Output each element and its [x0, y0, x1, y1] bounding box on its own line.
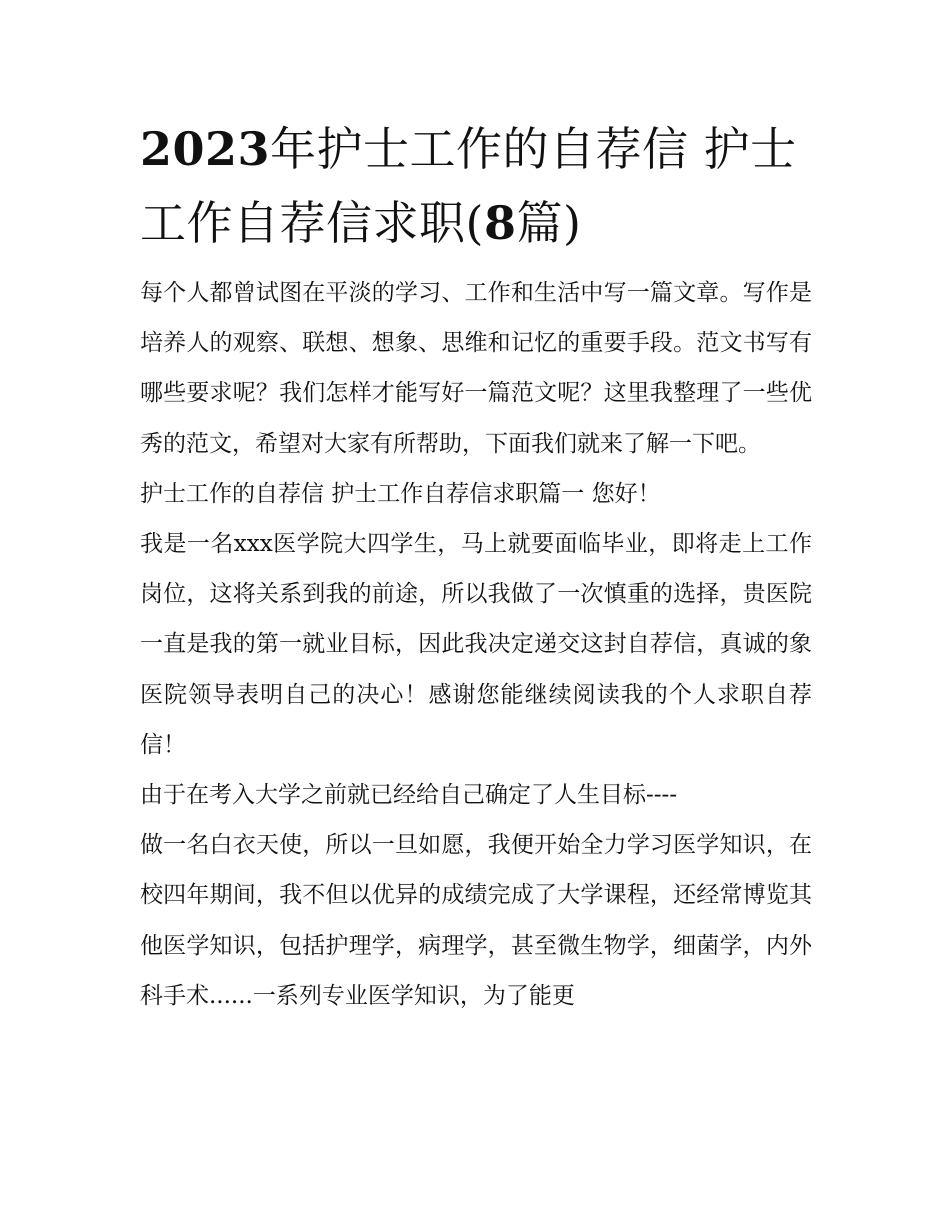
title-suffix: 篇)	[516, 196, 582, 250]
title-count: 8	[483, 196, 517, 250]
document-title	[140, 112, 812, 260]
body-paragraph: 由于在考入大学之前就已经给自己确定了人生目标----	[140, 782, 678, 809]
title-text: 年护士工作的自荐信 护士工作自荐信求职(	[140, 122, 797, 250]
title-year: 2023	[140, 122, 271, 176]
intro-paragraph: 每个人都曾试图在平淡的学习、工作和生活中写一篇文章。写作是培养人的观察、联想、想象、思维和记忆的重要手段。范文书写有哪些要求呢？我们怎样才能写好一篇范文呢？这里我整理了一些优秀的范文，希望对大家有所帮助，下面我们就来了解一下吧。	[140, 280, 812, 457]
section-heading: 护士工作的自荐信 护士工作自荐信求职篇一 您好！	[140, 480, 661, 507]
document-page	[140, 112, 812, 1021]
body-paragraph: 我是一名xxx医学院大四学生，马上就要面临毕业，即将走上工作岗位，这将关系到我的前途，所以我做了一次慎重的选择，贵医院一直是我的第一就业目标，因此我决定递交这封自荐信，真诚的象医院领导表明自己的决心！感谢您能继续阅读我的个人求职自荐信！	[140, 531, 812, 758]
body-paragraph: 做一名白衣天使，所以一旦如愿，我便开始全力学习医学知识，在校四年期间，我不但以优异的成绩完成了大学课程，还经常博览其他医学知识，包括护理学，病理学，甚至微生物学，细菌学，内外科手术......一系列专业医学知识，为了能更	[140, 832, 812, 1009]
